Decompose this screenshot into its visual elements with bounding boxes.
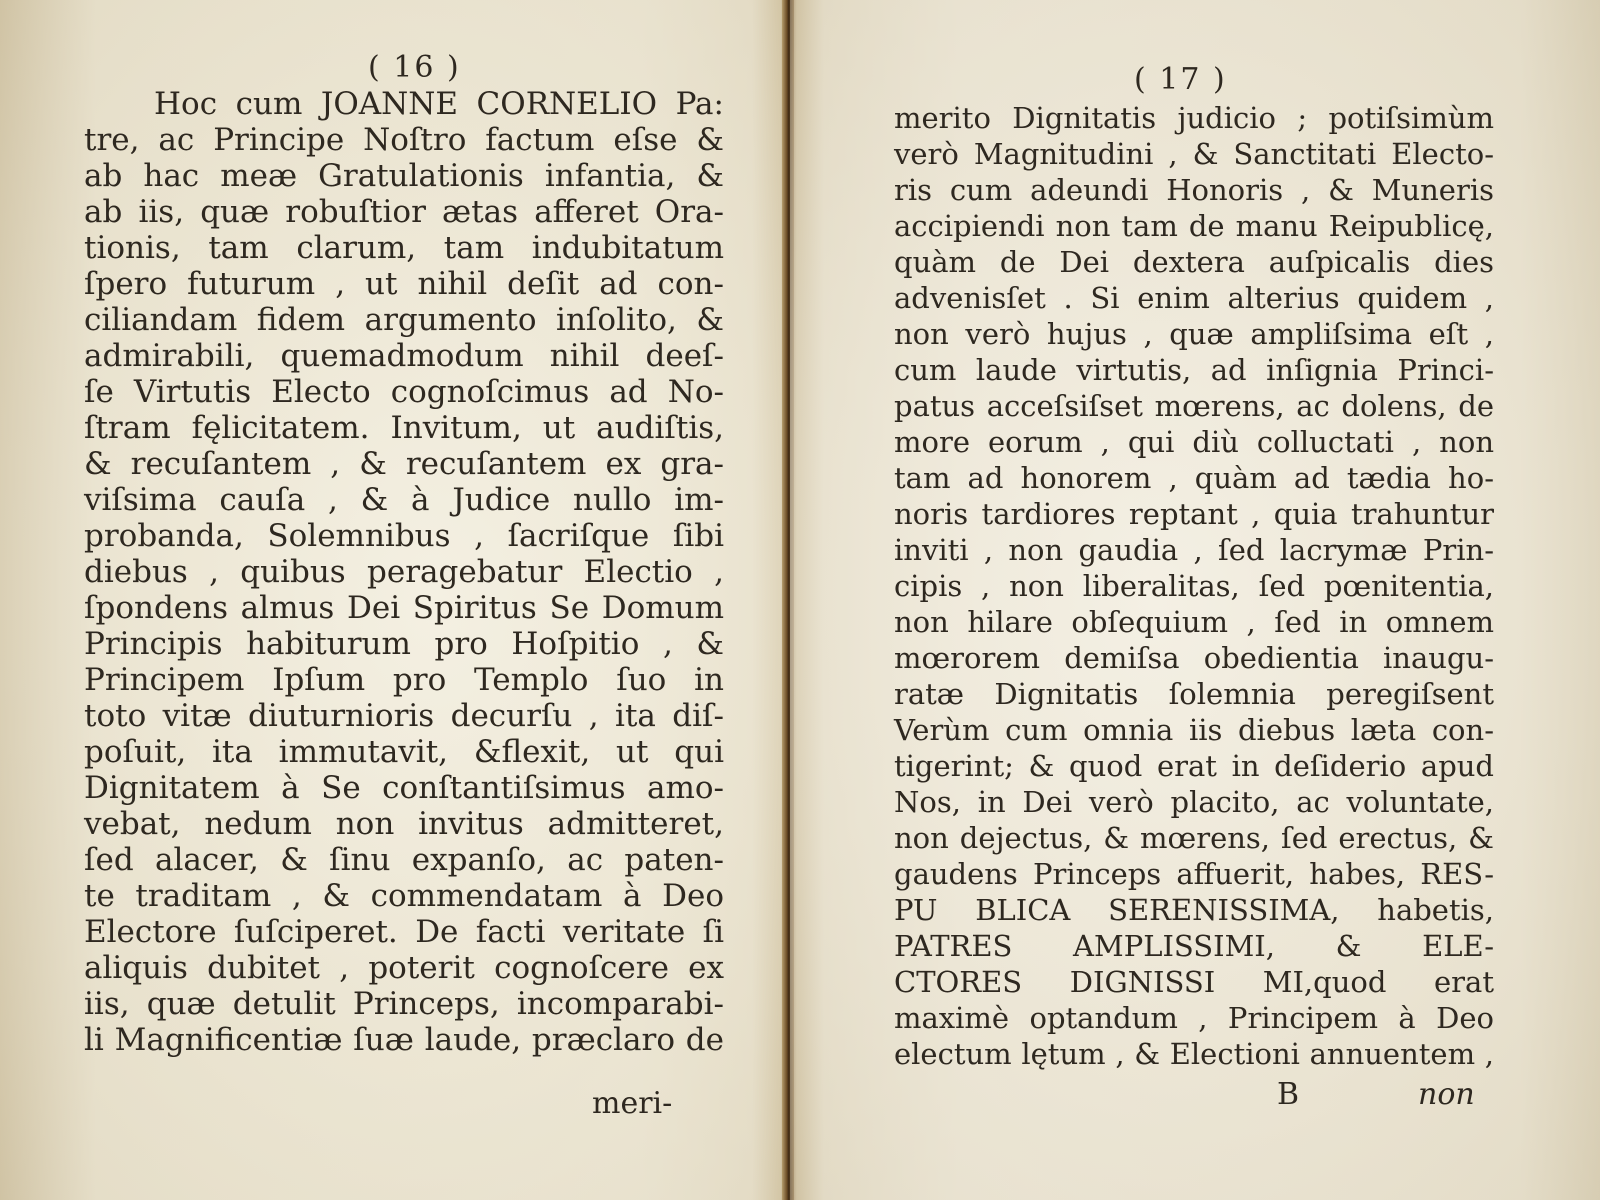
text-line: accipiendi non tam de manu Reipublicę, bbox=[894, 209, 1494, 243]
text-line: vebat, nedum non invitus admitteret, bbox=[84, 806, 724, 842]
text-line: Hoc cum JOANNE CORNELIO Pa: bbox=[154, 86, 724, 122]
text-line: Principem Ipſum pro Templo ſuo in bbox=[84, 662, 724, 698]
text-line: Electore ſuſciperet. De facti veritate ſi bbox=[84, 914, 724, 950]
text-line: aliquis dubitet , poterit cognoſcere ex bbox=[84, 950, 724, 986]
text-line: CTORES DIGNISSI MI,quod erat bbox=[894, 965, 1494, 999]
text-line: merito Dignitatis judicio ; potiſsimùm bbox=[894, 101, 1494, 135]
text-line: iis, quæ detulit Princeps, incomparabi- bbox=[84, 986, 724, 1022]
right-page bbox=[790, 0, 1600, 1200]
left-catchword: meri- bbox=[592, 1086, 673, 1121]
text-line: Dignitatem à Se conſtantiſsimus amo- bbox=[84, 770, 724, 806]
text-line: more eorum , qui diù colluctati , non bbox=[894, 425, 1494, 459]
text-line: Principis habiturum pro Hoſpitio , & bbox=[84, 626, 724, 662]
right-page-number: ( 17 ) bbox=[1134, 62, 1227, 97]
text-line: tionis, tam clarum, tam indubitatum bbox=[84, 230, 724, 266]
text-line: maximè optandum , Principem à Deo bbox=[894, 1001, 1494, 1035]
text-line: PATRES AMPLISSIMI, & ELE- bbox=[894, 929, 1494, 963]
left-page bbox=[0, 0, 786, 1200]
right-catchword: non bbox=[1418, 1077, 1475, 1112]
text-line: tigerint; & quod erat in deſiderio apud bbox=[894, 749, 1494, 783]
text-line: admirabili, quemadmodum nihil deeſ- bbox=[84, 338, 724, 374]
text-line: ſed alacer, & ſinu expanſo, ac paten- bbox=[84, 842, 724, 878]
text-line: electum lętum , & Electioni annuentem , bbox=[894, 1037, 1494, 1071]
left-page-text bbox=[84, 86, 724, 1058]
text-line: viſsima cauſa , & à Judice nullo im- bbox=[84, 482, 724, 518]
text-line: inviti , non gaudia , ſed lacrymæ Prin- bbox=[894, 533, 1494, 567]
text-line: ris cum adeundi Honoris , & Muneris bbox=[894, 173, 1494, 207]
text-line: poſuit, ita immutavit, &flexit, ut qui bbox=[84, 734, 724, 770]
text-line: ratæ Dignitatis ſolemnia peregiſsent bbox=[894, 677, 1494, 711]
text-line: patus acceſsiſset mœrens, ac dolens, de bbox=[894, 389, 1494, 423]
text-line: Nos, in Dei verò placito, ac voluntate, bbox=[894, 785, 1494, 819]
text-line: PU BLICA SERENISSIMA, habetis, bbox=[894, 893, 1494, 927]
text-line: non verò hujus , quæ ampliſsima eſt , bbox=[894, 317, 1494, 351]
text-line: gaudens Princeps affuerit, habes, RES- bbox=[894, 857, 1494, 891]
text-line: verò Magnitudini , & Sanctitati Electo- bbox=[894, 137, 1494, 171]
text-line: non dejectus, & mœrens, ſed erectus, & bbox=[894, 821, 1494, 855]
text-line: ſe Virtutis Electo cognoſcimus ad No- bbox=[84, 374, 724, 410]
text-line: te traditam , & commendatam à Deo bbox=[84, 878, 724, 914]
text-line: ciliandam fidem argumento inſolito, & bbox=[84, 302, 724, 338]
text-line: mœrorem demiſsa obedientia inaugu- bbox=[894, 641, 1494, 675]
text-line: ſpero futurum , ut nihil deſit ad con- bbox=[84, 266, 724, 302]
text-line: non hilare obſequium , ſed in omnem bbox=[894, 605, 1494, 639]
text-line: Verùm cum omnia iis diebus læta con- bbox=[894, 713, 1494, 747]
text-line: & recuſantem , & recuſantem ex gra- bbox=[84, 446, 724, 482]
signature-mark: B bbox=[1277, 1077, 1300, 1112]
text-line: quàm de Dei dextera auſpicalis dies bbox=[894, 245, 1494, 279]
text-line: noris tardiores reptant , quia trahuntur bbox=[894, 497, 1494, 531]
right-page-text bbox=[894, 100, 1494, 1072]
text-line: cipis , non liberalitas, ſed pœnitentia, bbox=[894, 569, 1494, 603]
text-line: tre, ac Principe Noſtro factum eſse & bbox=[84, 122, 724, 158]
text-line: ab iis, quæ robuſtior ætas afferet Ora- bbox=[84, 194, 724, 230]
text-line: ab hac meæ Gratulationis infantia, & bbox=[84, 158, 724, 194]
text-line: probanda, Solemnibus , ſacriſque ſibi bbox=[84, 518, 724, 554]
text-line: ſtram fęlicitatem. Invitum, ut audiſtis, bbox=[84, 410, 724, 446]
text-line: ſpondens almus Dei Spiritus Se Domum bbox=[84, 590, 724, 626]
text-line: diebus , quibus peragebatur Electio , bbox=[84, 554, 724, 590]
text-line: tam ad honorem , quàm ad tædia ho- bbox=[894, 461, 1494, 495]
left-page-number: ( 16 ) bbox=[368, 50, 461, 85]
text-line: advenisſet . Si enim alterius quidem , bbox=[894, 281, 1494, 315]
text-line: li Magnificentiæ ſuæ laude, præclaro de bbox=[84, 1022, 724, 1058]
text-line: cum laude virtutis, ad inſignia Princi- bbox=[894, 353, 1494, 387]
text-line: toto vitæ diuturnioris decurſu , ita diſ- bbox=[84, 698, 724, 734]
